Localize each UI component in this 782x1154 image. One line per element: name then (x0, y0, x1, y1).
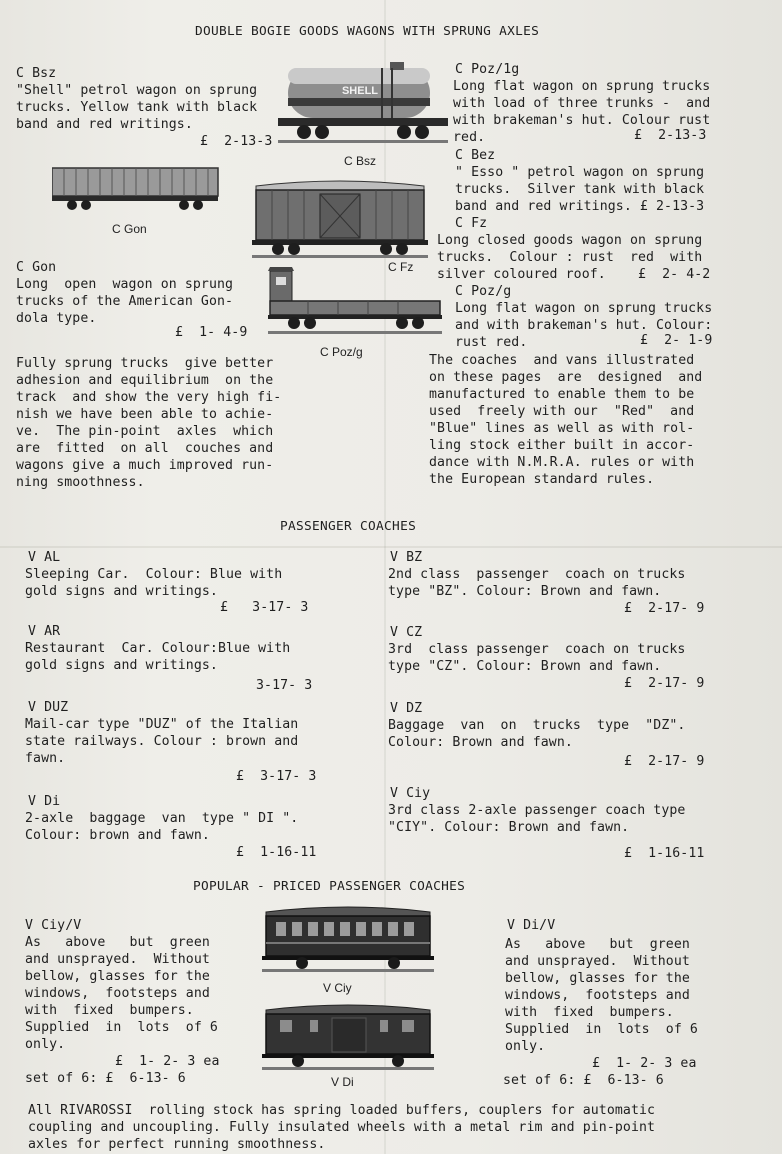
vbz-line-2: type "BZ". Colour: Brown and fawn. (388, 584, 662, 599)
paper-fold-horizontal (0, 546, 782, 548)
cpozg-line-1: Long flat wagon on sprung trucks (455, 301, 713, 316)
cbsz-line-3: band and red writings. (16, 117, 193, 132)
cfz-line-3: silver coloured roof. £ 2- 4-2 (437, 267, 711, 282)
coaches-line-2: on these pages are designed and (429, 370, 703, 385)
vcz-line-1: 3rd class passenger coach on trucks (388, 642, 686, 657)
popular-left-line-4: windows, footsteps and (25, 986, 210, 1001)
cgon-line-2: trucks of the American Gon- (16, 294, 234, 309)
popular-left-price: £ 1- 2- 3 ea (115, 1054, 220, 1069)
cpoz1g-line-3: with brakeman's hut. Colour rust (453, 113, 711, 128)
popular-left-line-6: Supplied in lots of 6 (25, 1020, 218, 1035)
passenger-heading: PASSENGER COACHES (280, 519, 417, 534)
var-price: 3-17- 3 (256, 678, 313, 693)
footer-line-3: axles for perfect running smoothness. (28, 1137, 326, 1152)
vdi-price: £ 1-16-11 (236, 845, 317, 860)
vcz-line-2: type "CZ". Colour: Brown and fawn. (388, 659, 662, 674)
sprung-line-1: Fully sprung trucks give better (16, 356, 274, 371)
popular-left-line-1: As above but green (25, 935, 210, 950)
vdz-code: V DZ (390, 701, 423, 716)
caption-vciy: V Ciy (323, 981, 352, 995)
popular-left-line-7: only. (25, 1037, 66, 1052)
cbez-line-1: " Esso " petrol wagon on sprung (455, 165, 705, 180)
vdi-line-2: Colour: brown and fawn. (25, 828, 210, 843)
cgon-line-3: dola type. (16, 311, 97, 326)
coaches-line-8: the European standard rules. (429, 472, 655, 487)
popular-right-code: V Di/V (507, 918, 556, 933)
var-line-2: gold signs and writings. (25, 658, 218, 673)
caption-cbsz: C Bsz (344, 154, 377, 168)
popular-right-line-2: and unsprayed. Without (505, 954, 690, 969)
coaches-line-3: manufactured to enable them to be (429, 387, 695, 402)
paper-fold-vertical (384, 0, 386, 1154)
flat-wagon-hut-image (268, 265, 442, 337)
cfz-code: C Fz (455, 216, 488, 231)
cpoz1g-line-2: with load of three trunks - and (453, 96, 711, 111)
sprung-line-6: are fitted on all couches and (16, 441, 274, 456)
coaches-line-7: dance with N.M.R.A. rules or with (429, 455, 695, 470)
cpoz1g-line-4: red. (453, 130, 486, 145)
popular-right-line-5: with fixed bumpers. (505, 1005, 674, 1020)
cpozg-line-2: and with brakeman's hut. Colour: (455, 318, 713, 333)
coaches-line-5: "Blue" lines as well as with rol- (429, 421, 695, 436)
val-line-1: Sleeping Car. Colour: Blue with (25, 567, 283, 582)
vdi-code: V Di (28, 794, 61, 809)
popular-left-set: set of 6: £ 6-13- 6 (25, 1071, 186, 1086)
caption-cpozg: C Poz/g (320, 345, 363, 359)
vduz-code: V DUZ (28, 700, 69, 715)
popular-right-line-1: As above but green (505, 937, 690, 952)
footer-line-2: coupling and uncoupling. Fully insulated wheels with a metal rim and pin-point (28, 1120, 656, 1135)
cbez-code: C Bez (455, 148, 496, 163)
vbz-code: V BZ (390, 550, 423, 565)
popular-right-line-3: bellow, glasses for the (505, 971, 690, 986)
vcz-code: V CZ (390, 625, 423, 640)
closed-goods-wagon-image (252, 176, 428, 258)
vdi-line-1: 2-axle baggage van type " DI ". (25, 811, 299, 826)
vbz-line-1: 2nd class passenger coach on trucks (388, 567, 686, 582)
cbez-line-2: trucks. Silver tank with black (455, 182, 705, 197)
gondola-wagon-image (52, 164, 220, 212)
sprung-line-3: track and show the very high fi- (16, 390, 282, 405)
sprung-line-7: wagons give a much improved run- (16, 458, 274, 473)
vduz-price: £ 3-17- 3 (236, 769, 317, 784)
popular-right-line-6: Supplied in lots of 6 (505, 1022, 698, 1037)
cfz-line-2: trucks. Colour : rust red with (437, 250, 703, 265)
cpozg-price: £ 2- 1-9 (640, 333, 713, 348)
cfz-line-1: Long closed goods wagon on sprung (437, 233, 703, 248)
popular-right-line-4: windows, footsteps and (505, 988, 690, 1003)
cpozg-code: C Poz/g (455, 284, 512, 299)
coaches-line-6: ling stock either built in accor- (429, 438, 695, 453)
popular-left-line-2: and unsprayed. Without (25, 952, 210, 967)
sprung-line-2: adhesion and equilibrium on the (16, 373, 274, 388)
var-line-1: Restaurant Car. Colour:Blue with (25, 641, 291, 656)
vduz-line-3: fawn. (25, 751, 66, 766)
cbsz-code: C Bsz (16, 66, 57, 81)
shell-tank-wagon-image (278, 60, 448, 144)
tank-lettering: SHELL (341, 85, 379, 97)
vdz-line-2: Colour: Brown and fawn. (388, 735, 573, 750)
val-code: V AL (28, 550, 61, 565)
val-line-2: gold signs and writings. (25, 584, 218, 599)
sprung-line-5: ve. The pin-point axles which (16, 424, 274, 439)
var-code: V AR (28, 624, 61, 639)
cbsz-line-1: "Shell" petrol wagon on sprung (16, 83, 258, 98)
cpozg-line-3: rust red. (455, 335, 528, 350)
vduz-line-1: Mail-car type "DUZ" of the Italian (25, 717, 299, 732)
popular-right-line-7: only. (505, 1039, 546, 1054)
popular-heading: POPULAR - PRICED PASSENGER COACHES (193, 879, 466, 894)
coaches-line-4: used freely with our "Red" and (429, 404, 695, 419)
vdz-price: £ 2-17- 9 (624, 754, 705, 769)
vbz-price: £ 2-17- 9 (624, 601, 705, 616)
goods-heading: DOUBLE BOGIE GOODS WAGONS WITH SPRUNG AXLES (195, 24, 540, 39)
cgon-code: C Gon (16, 260, 57, 275)
coach-vciy-image (262, 902, 434, 972)
vciy-line-2: "CIY". Colour: Brown and fawn. (388, 820, 630, 835)
van-vdi-image (262, 1000, 434, 1070)
sprung-line-8: ning smoothness. (16, 475, 145, 490)
vciy-line-1: 3rd class 2-axle passenger coach type (388, 803, 686, 818)
coaches-line-1: The coaches and vans illustrated (429, 353, 695, 368)
popular-right-set: set of 6: £ 6-13- 6 (503, 1073, 664, 1088)
cpoz1g-price: £ 2-13-3 (634, 128, 707, 143)
caption-cgon: C Gon (112, 222, 147, 236)
cbez-line-3: band and red writings. £ 2-13-3 (455, 199, 705, 214)
caption-vdi: V Di (331, 1075, 354, 1089)
cpoz1g-code: C Poz/1g (455, 62, 520, 77)
popular-right-price: £ 1- 2- 3 ea (592, 1056, 697, 1071)
cpoz1g-line-1: Long flat wagon on sprung trucks (453, 79, 711, 94)
vcz-price: £ 2-17- 9 (624, 676, 705, 691)
sprung-line-4: nish we have been able to achie- (16, 407, 274, 422)
popular-left-line-5: with fixed bumpers. (25, 1003, 194, 1018)
cgon-line-1: Long open wagon on sprung (16, 277, 234, 292)
vciy-code: V Ciy (390, 786, 431, 801)
vciy-price: £ 1-16-11 (624, 846, 705, 861)
cgon-price: £ 1- 4-9 (175, 325, 248, 340)
cbsz-price: £ 2-13-3 (200, 134, 273, 149)
popular-left-code: V Ciy/V (25, 918, 82, 933)
popular-left-line-3: bellow, glasses for the (25, 969, 210, 984)
footer-line-1: All RIVAROSSI rolling stock has spring loaded buffers, couplers for automatic (28, 1103, 656, 1118)
cbsz-line-2: trucks. Yellow tank with black (16, 100, 258, 115)
vdz-line-1: Baggage van on trucks type "DZ". (388, 718, 686, 733)
caption-cfz: C Fz (388, 260, 414, 274)
val-price: £ 3-17- 3 (220, 600, 309, 615)
vduz-line-2: state railways. Colour : brown and (25, 734, 299, 749)
